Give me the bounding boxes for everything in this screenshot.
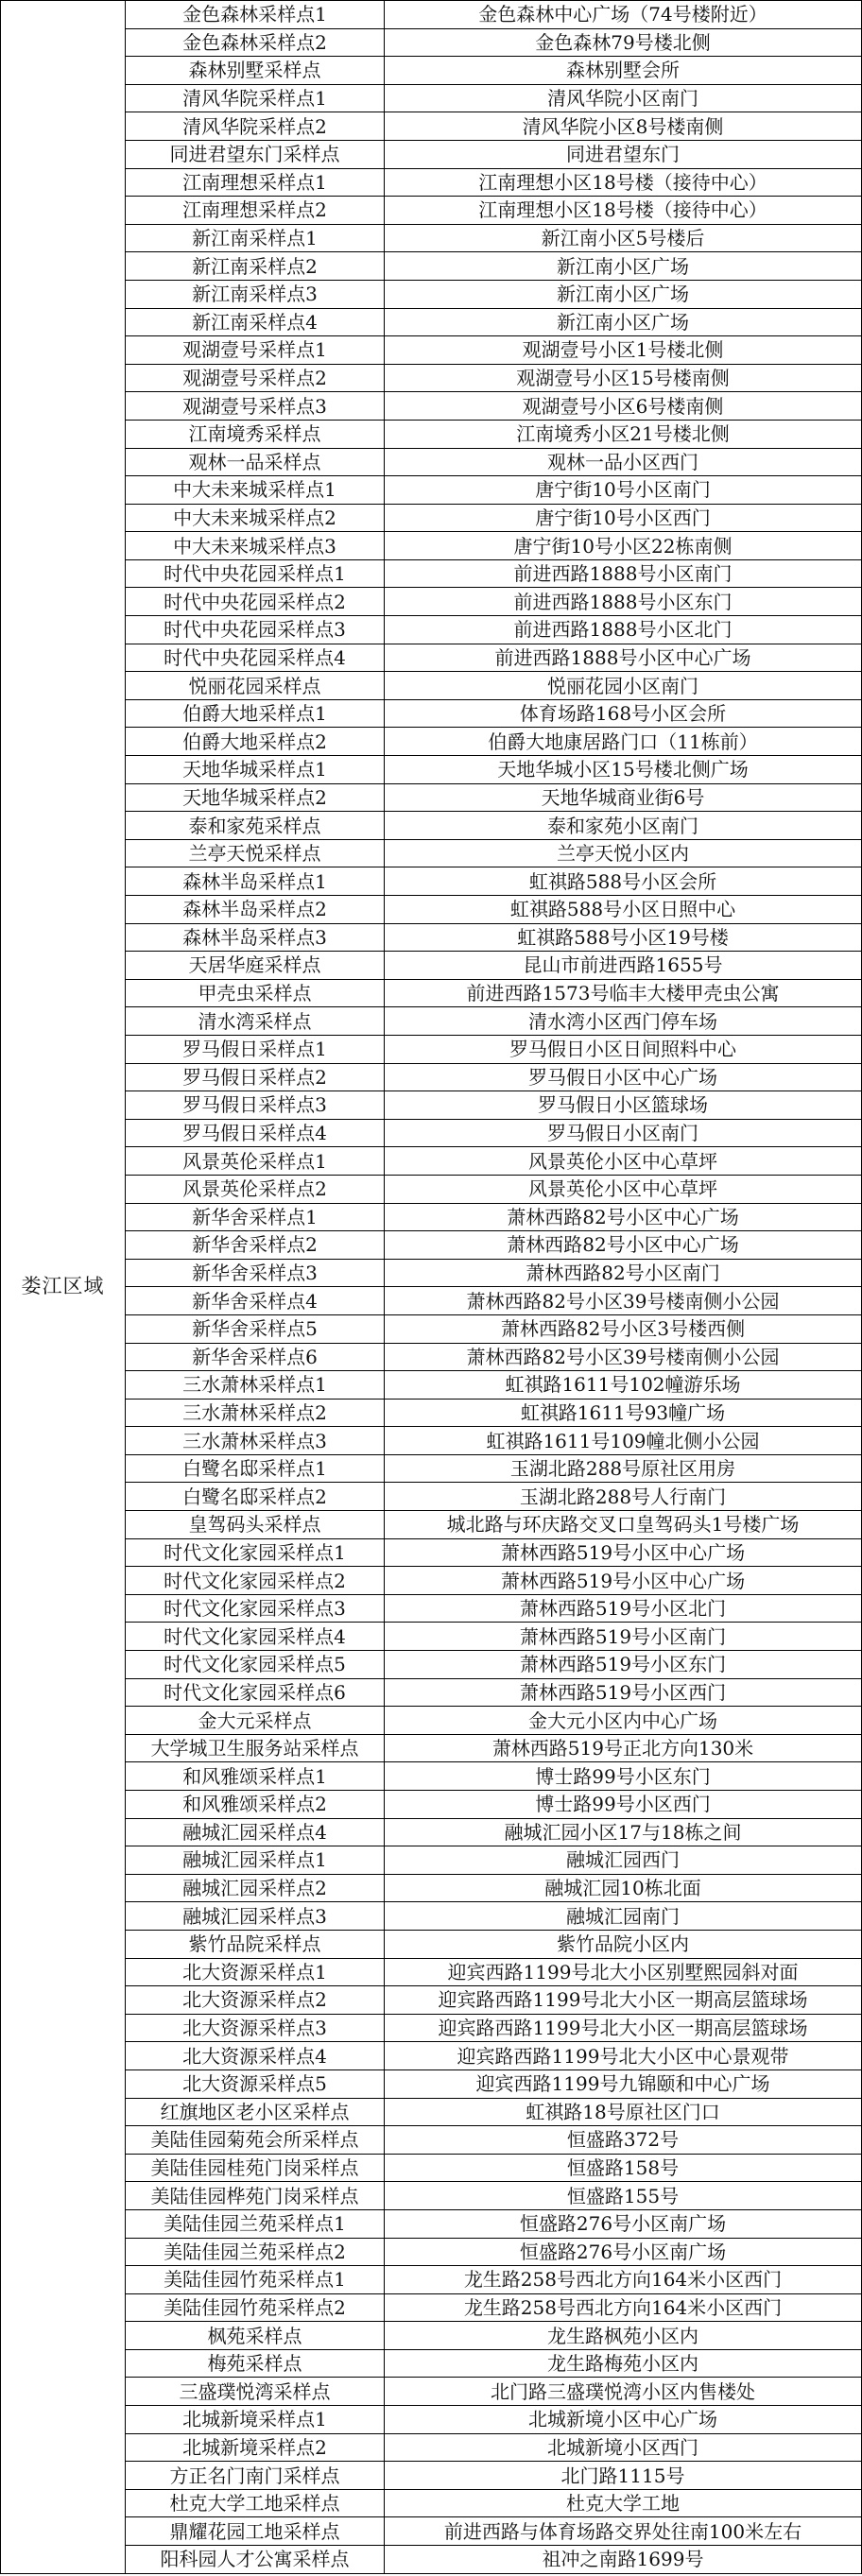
- site-location-cell: 博士路99号小区西门: [385, 1791, 862, 1819]
- site-location-cell: 罗马假日小区中心广场: [385, 1063, 862, 1091]
- table-row: [1, 2098, 862, 2126]
- site-location-cell: 玉湖北路288号原社区用房: [385, 1454, 862, 1483]
- site-location-cell: 观湖壹号小区1号楼北侧: [385, 336, 862, 365]
- site-location-cell: 萧林西路82号小区39号楼南侧小公园: [385, 1343, 862, 1371]
- site-location-cell: 金色森林中心广场（74号楼附近）: [385, 1, 862, 29]
- table-row: [1, 1734, 862, 1762]
- site-name-cell: 罗马假日采样点3: [126, 1091, 385, 1120]
- site-name-cell: 三水萧林采样点1: [126, 1371, 385, 1400]
- site-name-cell: 时代文化家园采样点3: [126, 1594, 385, 1623]
- table-row: [1, 2209, 862, 2238]
- table-row: [1, 1063, 862, 1091]
- site-location-cell: 北门路1115号: [385, 2462, 862, 2490]
- site-location-cell: 新江南小区广场: [385, 280, 862, 308]
- site-location-cell: 金大元小区内中心广场: [385, 1707, 862, 1735]
- table-row: [1, 1399, 862, 1427]
- table-row: [1, 197, 862, 225]
- site-location-cell: 森林别墅会所: [385, 57, 862, 85]
- site-name-cell: 时代中央花园采样点2: [126, 588, 385, 616]
- site-name-cell: 观湖壹号采样点2: [126, 364, 385, 392]
- table-row: [1, 1511, 862, 1539]
- site-location-cell: 迎宾路西路1199号北大小区一期高层篮球场: [385, 2014, 862, 2042]
- site-location-cell: 前进西路1888号小区北门: [385, 616, 862, 644]
- site-name-cell: 泰和家苑采样点: [126, 812, 385, 840]
- site-name-cell: 清风华院采样点1: [126, 84, 385, 112]
- site-location-cell: 清水湾小区西门停车场: [385, 1007, 862, 1036]
- table-row: [1, 2349, 862, 2378]
- site-location-cell: 恒盛路158号: [385, 2154, 862, 2182]
- site-name-cell: 天地华城采样点2: [126, 783, 385, 812]
- site-name-cell: 美陆佳园兰苑采样点1: [126, 2209, 385, 2238]
- site-location-cell: 萧林西路82号小区39号楼南侧小公园: [385, 1287, 862, 1315]
- table-row: [1, 252, 862, 281]
- table-row: [1, 1902, 862, 1931]
- site-name-cell: 时代中央花园采样点4: [126, 644, 385, 672]
- region-cell: 娄江区域: [1, 1, 126, 2574]
- table-row: [1, 1231, 862, 1260]
- site-name-cell: 江南理想采样点1: [126, 168, 385, 197]
- site-name-cell: 天地华城采样点1: [126, 756, 385, 784]
- site-location-cell: 虹祺路588号小区日照中心: [385, 896, 862, 924]
- site-location-cell: 萧林西路82号小区南门: [385, 1259, 862, 1287]
- site-name-cell: 森林半岛采样点2: [126, 896, 385, 924]
- table-row: [1, 364, 862, 392]
- table-row: [1, 2517, 862, 2546]
- site-location-cell: 萧林西路519号小区中心广场: [385, 1538, 862, 1567]
- site-location-cell: 伯爵大地康居路门口（11栋前）: [385, 728, 862, 756]
- site-location-cell: 紫竹品院小区内: [385, 1930, 862, 1958]
- site-name-cell: 新华舍采样点6: [126, 1343, 385, 1371]
- site-location-cell: 金色森林79号楼北侧: [385, 28, 862, 57]
- site-name-cell: 美陆佳园竹苑采样点2: [126, 2293, 385, 2322]
- site-name-cell: 金大元采样点: [126, 1707, 385, 1735]
- site-name-cell: 时代中央花园采样点3: [126, 616, 385, 644]
- table-row: [1, 1986, 862, 2015]
- site-location-cell: 恒盛路276号小区南广场: [385, 2209, 862, 2238]
- site-name-cell: 兰亭天悦采样点: [126, 839, 385, 867]
- site-location-cell: 唐宁街10号小区南门: [385, 476, 862, 505]
- site-name-cell: 美陆佳园菊苑会所采样点: [126, 2126, 385, 2155]
- table-row: [1, 2266, 862, 2294]
- table-row: [1, 783, 862, 812]
- site-location-cell: 兰亭天悦小区内: [385, 839, 862, 867]
- site-name-cell: 新江南采样点1: [126, 224, 385, 252]
- site-name-cell: 罗马假日采样点2: [126, 1063, 385, 1091]
- site-name-cell: 森林别墅采样点: [126, 57, 385, 85]
- table-row: [1, 2182, 862, 2210]
- site-location-cell: 龙生路梅苑小区内: [385, 2349, 862, 2378]
- site-location-cell: 虹祺路588号小区19号楼: [385, 923, 862, 952]
- table-row: [1, 756, 862, 784]
- site-location-cell: 观湖壹号小区15号楼南侧: [385, 364, 862, 392]
- site-location-cell: 萧林西路82号小区中心广场: [385, 1231, 862, 1260]
- site-name-cell: 北大资源采样点5: [126, 2069, 385, 2098]
- site-location-cell: 风景英伦小区中心草坪: [385, 1147, 862, 1176]
- site-location-cell: 萧林西路519号小区中心广场: [385, 1567, 862, 1595]
- site-name-cell: 森林半岛采样点1: [126, 867, 385, 896]
- site-location-cell: 前进西路1888号小区南门: [385, 559, 862, 588]
- table-row: [1, 504, 862, 532]
- table-row: [1, 2322, 862, 2350]
- table-row: [1, 1678, 862, 1707]
- table-row: [1, 672, 862, 700]
- table-row: [1, 588, 862, 616]
- table-row: [1, 1203, 862, 1231]
- table-row: [1, 2293, 862, 2322]
- site-location-cell: 罗马假日小区日间照料中心: [385, 1035, 862, 1063]
- site-name-cell: 融城汇园采样点1: [126, 1846, 385, 1875]
- table-row: [1, 1538, 862, 1567]
- table-row: [1, 1762, 862, 1791]
- site-name-cell: 三盛璞悦湾采样点: [126, 2378, 385, 2406]
- site-location-cell: 同进君望东门: [385, 140, 862, 168]
- site-location-cell: 天地华城小区15号楼北侧广场: [385, 756, 862, 784]
- table-row: [1, 2069, 862, 2098]
- site-name-cell: 北大资源采样点1: [126, 1958, 385, 1986]
- site-location-cell: 前进西路1888号小区中心广场: [385, 644, 862, 672]
- site-location-cell: 萧林西路519号小区西门: [385, 1678, 862, 1707]
- table-row: [1, 1371, 862, 1400]
- site-name-cell: 清水湾采样点: [126, 1007, 385, 1036]
- site-name-cell: 伯爵大地采样点2: [126, 728, 385, 756]
- site-location-cell: 龙生路枫苑小区内: [385, 2322, 862, 2350]
- table-row: [1, 448, 862, 476]
- site-name-cell: 新华舍采样点1: [126, 1203, 385, 1231]
- table-row: [1, 1651, 862, 1679]
- site-location-cell: 体育场路168号小区会所: [385, 699, 862, 728]
- site-name-cell: 风景英伦采样点2: [126, 1175, 385, 1203]
- site-location-cell: 迎宾西路1199号九锦颐和中心广场: [385, 2069, 862, 2098]
- site-name-cell: 红旗地区老小区采样点: [126, 2098, 385, 2126]
- table-row: [1, 1427, 862, 1455]
- site-name-cell: 枫苑采样点: [126, 2322, 385, 2350]
- site-location-cell: 风景英伦小区中心草坪: [385, 1175, 862, 1203]
- site-location-cell: 前进西路1573号临丰大楼甲壳虫公寓: [385, 979, 862, 1007]
- site-location-cell: 迎宾西路1199号北大小区别墅熙园斜对面: [385, 1958, 862, 1986]
- site-name-cell: 金色森林采样点2: [126, 28, 385, 57]
- site-location-cell: 观林一品小区西门: [385, 448, 862, 476]
- site-name-cell: 罗马假日采样点1: [126, 1035, 385, 1063]
- site-location-cell: 玉湖北路288号人行南门: [385, 1483, 862, 1511]
- site-name-cell: 观湖壹号采样点3: [126, 392, 385, 421]
- table-row: [1, 112, 862, 141]
- site-name-cell: 新江南采样点4: [126, 308, 385, 336]
- site-location-cell: 萧林西路519号小区北门: [385, 1594, 862, 1623]
- site-name-cell: 新华舍采样点3: [126, 1259, 385, 1287]
- site-location-cell: 清风华院小区南门: [385, 84, 862, 112]
- site-location-cell: 江南境秀小区21号楼北侧: [385, 420, 862, 448]
- site-location-cell: 迎宾路西路1199号北大小区一期高层篮球场: [385, 1986, 862, 2015]
- site-location-cell: 清风华院小区8号楼南侧: [385, 112, 862, 141]
- site-location-cell: 新江南小区5号楼后: [385, 224, 862, 252]
- table-row: [1, 336, 862, 365]
- site-location-cell: 江南理想小区18号楼（接待中心）: [385, 197, 862, 225]
- table-row: [1, 952, 862, 980]
- site-name-cell: 时代文化家园采样点4: [126, 1623, 385, 1651]
- site-location-cell: 萧林西路519号小区东门: [385, 1651, 862, 1679]
- table-row: [1, 1007, 862, 1036]
- table-row: [1, 1846, 862, 1875]
- table-row: [1, 2014, 862, 2042]
- table-row: [1, 1483, 862, 1511]
- site-location-cell: 融城汇园10栋北面: [385, 1874, 862, 1902]
- table-row: [1, 1930, 862, 1958]
- table-row: [1, 1567, 862, 1595]
- site-name-cell: 观林一品采样点: [126, 448, 385, 476]
- site-name-cell: 中大未来城采样点1: [126, 476, 385, 505]
- site-location-cell: 北城新境小区西门: [385, 2433, 862, 2462]
- site-location-cell: 博士路99号小区东门: [385, 1762, 862, 1791]
- site-name-cell: 北城新境采样点2: [126, 2433, 385, 2462]
- site-name-cell: 江南理想采样点2: [126, 197, 385, 225]
- site-name-cell: 观湖壹号采样点1: [126, 336, 385, 365]
- table-row: [1, 1454, 862, 1483]
- site-location-cell: 融城汇园小区17与18栋之间: [385, 1818, 862, 1846]
- site-name-cell: 新华舍采样点2: [126, 1231, 385, 1260]
- site-location-cell: 恒盛路372号: [385, 2126, 862, 2155]
- site-location-cell: 罗马假日小区南门: [385, 1119, 862, 1147]
- table-row: [1, 308, 862, 336]
- site-name-cell: 时代文化家园采样点1: [126, 1538, 385, 1567]
- site-location-cell: 萧林西路82号小区中心广场: [385, 1203, 862, 1231]
- site-location-cell: 萧林西路82号小区3号楼西侧: [385, 1314, 862, 1343]
- site-location-cell: 虹祺路18号原社区门口: [385, 2098, 862, 2126]
- site-name-cell: 方正名门南门采样点: [126, 2462, 385, 2490]
- site-location-cell: 融城汇园西门: [385, 1846, 862, 1875]
- table-row: [1, 644, 862, 672]
- site-name-cell: 三水萧林采样点2: [126, 1399, 385, 1427]
- site-name-cell: 北大资源采样点4: [126, 2042, 385, 2070]
- site-name-cell: 时代文化家园采样点2: [126, 1567, 385, 1595]
- table-row: [1, 1594, 862, 1623]
- site-name-cell: 时代文化家园采样点5: [126, 1651, 385, 1679]
- table-row: [1, 1287, 862, 1315]
- site-location-cell: 唐宁街10号小区西门: [385, 504, 862, 532]
- table-row: [1, 2462, 862, 2490]
- table-row: [1, 280, 862, 308]
- site-location-cell: 城北路与环庆路交叉口皇驾码头1号楼广场: [385, 1511, 862, 1539]
- site-name-cell: 北大资源采样点2: [126, 1986, 385, 2015]
- table-row: [1, 1707, 862, 1735]
- table-row: [1, 2126, 862, 2155]
- site-name-cell: 和风雅颂采样点2: [126, 1791, 385, 1819]
- site-name-cell: 美陆佳园桂苑门岗采样点: [126, 2154, 385, 2182]
- site-name-cell: 同进君望东门采样点: [126, 140, 385, 168]
- site-name-cell: 中大未来城采样点2: [126, 504, 385, 532]
- site-name-cell: 甲壳虫采样点: [126, 979, 385, 1007]
- site-location-cell: 前进西路1888号小区东门: [385, 588, 862, 616]
- site-name-cell: 梅苑采样点: [126, 2349, 385, 2378]
- site-name-cell: 融城汇园采样点2: [126, 1874, 385, 1902]
- site-location-cell: 祖冲之南路1699号: [385, 2546, 862, 2574]
- table-row: [1, 1791, 862, 1819]
- table-row: [1, 476, 862, 505]
- table-row: [1, 2238, 862, 2266]
- site-location-cell: 虹祺路1611号102幢游乐场: [385, 1371, 862, 1400]
- site-location-cell: 昆山市前进西路1655号: [385, 952, 862, 980]
- table-row: [1, 57, 862, 85]
- site-location-cell: 唐宁街10号小区22栋南侧: [385, 532, 862, 560]
- site-name-cell: 美陆佳园竹苑采样点1: [126, 2266, 385, 2294]
- table-row: [1, 728, 862, 756]
- site-name-cell: 大学城卫生服务站采样点: [126, 1734, 385, 1762]
- site-name-cell: 三水萧林采样点3: [126, 1427, 385, 1455]
- site-name-cell: 美陆佳园桦苑门岗采样点: [126, 2182, 385, 2210]
- site-location-cell: 观湖壹号小区6号楼南侧: [385, 392, 862, 421]
- site-location-cell: 杜克大学工地: [385, 2489, 862, 2517]
- table-row: [1, 1, 862, 29]
- site-location-cell: 江南理想小区18号楼（接待中心）: [385, 168, 862, 197]
- site-name-cell: 皇驾码头采样点: [126, 1511, 385, 1539]
- table-row: [1, 28, 862, 57]
- table-row: [1, 867, 862, 896]
- site-location-cell: 迎宾路西路1199号北大小区中心景观带: [385, 2042, 862, 2070]
- site-name-cell: 清风华院采样点2: [126, 112, 385, 141]
- table-row: [1, 140, 862, 168]
- site-name-cell: 悦丽花园采样点: [126, 672, 385, 700]
- table-row: [1, 532, 862, 560]
- site-location-cell: 龙生路258号西北方向164米小区西门: [385, 2293, 862, 2322]
- table-row: [1, 559, 862, 588]
- table-body: [1, 1, 862, 2574]
- site-name-cell: 北大资源采样点3: [126, 2014, 385, 2042]
- site-name-cell: 森林半岛采样点3: [126, 923, 385, 952]
- table-row: [1, 1874, 862, 1902]
- site-name-cell: 中大未来城采样点3: [126, 532, 385, 560]
- site-name-cell: 紫竹品院采样点: [126, 1930, 385, 1958]
- site-name-cell: 新江南采样点3: [126, 280, 385, 308]
- site-name-cell: 金色森林采样点1: [126, 1, 385, 29]
- site-location-cell: 虹祺路588号小区会所: [385, 867, 862, 896]
- site-location-cell: 萧林西路519号小区南门: [385, 1623, 862, 1651]
- table-row: [1, 84, 862, 112]
- site-name-cell: 阳科园人才公寓采样点: [126, 2546, 385, 2574]
- site-location-cell: 龙生路258号西北方向164米小区西门: [385, 2266, 862, 2294]
- site-name-cell: 天居华庭采样点: [126, 952, 385, 980]
- site-name-cell: 新江南采样点2: [126, 252, 385, 281]
- site-name-cell: 新华舍采样点4: [126, 1287, 385, 1315]
- site-location-cell: 恒盛路155号: [385, 2182, 862, 2210]
- table-row: [1, 2546, 862, 2574]
- site-location-cell: 新江南小区广场: [385, 308, 862, 336]
- site-name-cell: 时代中央花园采样点1: [126, 559, 385, 588]
- site-name-cell: 融城汇园采样点4: [126, 1818, 385, 1846]
- table-row: [1, 420, 862, 448]
- table-row: [1, 2433, 862, 2462]
- table-row: [1, 1259, 862, 1287]
- site-location-cell: 北门路三盛璞悦湾小区内售楼处: [385, 2378, 862, 2406]
- table-row: [1, 812, 862, 840]
- site-name-cell: 时代文化家园采样点6: [126, 1678, 385, 1707]
- site-name-cell: 北城新境采样点1: [126, 2406, 385, 2434]
- site-location-cell: 悦丽花园小区南门: [385, 672, 862, 700]
- table-row: [1, 1147, 862, 1176]
- site-name-cell: 罗马假日采样点4: [126, 1119, 385, 1147]
- site-location-cell: 虹祺路1611号93幢广场: [385, 1399, 862, 1427]
- table-row: [1, 699, 862, 728]
- table-row: [1, 1343, 862, 1371]
- site-name-cell: 杜克大学工地采样点: [126, 2489, 385, 2517]
- site-location-cell: 虹祺路1611号109幢北侧小公园: [385, 1427, 862, 1455]
- site-name-cell: 融城汇园采样点3: [126, 1902, 385, 1931]
- table-row: [1, 2378, 862, 2406]
- table-row: [1, 2489, 862, 2517]
- table-row: [1, 1818, 862, 1846]
- table-row: [1, 1623, 862, 1651]
- site-location-cell: 泰和家苑小区南门: [385, 812, 862, 840]
- table-row: [1, 616, 862, 644]
- table-row: [1, 1175, 862, 1203]
- site-name-cell: 新华舍采样点5: [126, 1314, 385, 1343]
- site-location-cell: 罗马假日小区篮球场: [385, 1091, 862, 1120]
- site-name-cell: 白鹭名邸采样点2: [126, 1483, 385, 1511]
- table-row: [1, 224, 862, 252]
- table-row: [1, 839, 862, 867]
- table-row: [1, 979, 862, 1007]
- site-name-cell: 伯爵大地采样点1: [126, 699, 385, 728]
- site-location-cell: 恒盛路276号小区南广场: [385, 2238, 862, 2266]
- table-row: [1, 1314, 862, 1343]
- site-location-cell: 新江南小区广场: [385, 252, 862, 281]
- table-row: [1, 1119, 862, 1147]
- site-name-cell: 鼎耀花园工地采样点: [126, 2517, 385, 2546]
- site-location-cell: 北城新境小区中心广场: [385, 2406, 862, 2434]
- table-row: [1, 2406, 862, 2434]
- table-row: [1, 168, 862, 197]
- site-location-cell: 前进西路与体育场路交界处往南100米左右: [385, 2517, 862, 2546]
- table-row: [1, 896, 862, 924]
- site-location-cell: 天地华城商业街6号: [385, 783, 862, 812]
- site-name-cell: 白鹭名邸采样点1: [126, 1454, 385, 1483]
- table-row: [1, 2154, 862, 2182]
- table-row: [1, 923, 862, 952]
- table-row: [1, 392, 862, 421]
- table-row: [1, 1958, 862, 1986]
- site-name-cell: 风景英伦采样点1: [126, 1147, 385, 1176]
- site-location-cell: 萧林西路519号正北方向130米: [385, 1734, 862, 1762]
- table-row: [1, 1091, 862, 1120]
- site-location-cell: 融城汇园南门: [385, 1902, 862, 1931]
- site-name-cell: 江南境秀采样点: [126, 420, 385, 448]
- table-row: [1, 2042, 862, 2070]
- site-name-cell: 美陆佳园兰苑采样点2: [126, 2238, 385, 2266]
- table-row: [1, 1035, 862, 1063]
- site-name-cell: 和风雅颂采样点1: [126, 1762, 385, 1791]
